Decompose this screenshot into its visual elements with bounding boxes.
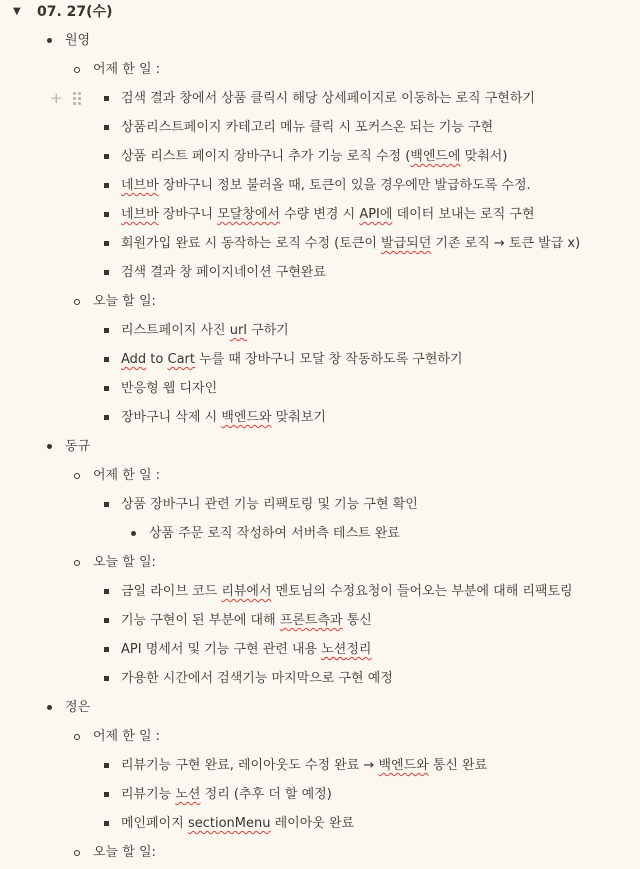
list-item [0, 263, 640, 283]
today-label: 오늘 할 일: [93, 845, 156, 860]
list-item [0, 118, 640, 138]
list-item-text: 상품 장바구니 관련 기능 리팩토링 및 기능 구현 확인 [121, 497, 418, 512]
date-toggle-block [0, 2, 640, 22]
date-heading: 07. 27(수) [37, 4, 113, 20]
list-item [0, 379, 640, 399]
bullet-square-icon [99, 234, 113, 254]
list-item [0, 205, 640, 225]
list-item-text: 네브바 장바구니 정보 불러올 때, 토큰이 있을 경우에만 발급하도록 수정. [121, 178, 531, 193]
list-item [0, 89, 640, 109]
bullet-square-icon [99, 582, 113, 602]
list-item-text: 상품 주문 로직 작성하여 서버측 테스트 완료 [149, 526, 400, 541]
list-item-yesterday-label [0, 466, 640, 486]
list-item-text: 리스트페이지 사진 url 구하기 [121, 323, 289, 338]
today-label: 오늘 할 일: [93, 555, 156, 570]
list-item-text: 기능 구현이 된 부분에 대해 프론트측과 통신 [121, 613, 372, 628]
bullet-circle-icon [70, 466, 84, 486]
list-item [0, 176, 640, 196]
bullet-dot-icon [126, 524, 140, 544]
bullet-circle-icon [70, 292, 84, 312]
bullet-square-icon [99, 321, 113, 341]
list-item [0, 785, 640, 805]
bullet-square-icon [99, 176, 113, 196]
list-item-text: 반응형 웹 디자인 [121, 381, 218, 396]
list-item-text: 검색 결과 창 페이지네이션 구현완료 [121, 265, 326, 280]
list-item-person-wonyoung [0, 31, 640, 51]
list-item-text: API 명세서 및 기능 구현 관련 내용 노션정리 [121, 642, 372, 657]
bullet-square-icon [99, 611, 113, 631]
list-item-text: 금일 라이브 코드 리뷰에서 멘토님의 수정요청이 들어오는 부분에 대해 리팩토링 [121, 584, 573, 599]
list-item-today-label [0, 553, 640, 573]
bullet-square-icon [99, 118, 113, 138]
list-item-text: 리뷰기능 노션 정리 (추후 더 할 예정) [121, 787, 332, 802]
bullet-square-icon [99, 408, 113, 428]
list-item [0, 408, 640, 428]
list-item-text: 리뷰기능 구현 완료, 레이아웃도 수정 완료 → 백엔드와 통신 완료 [121, 758, 488, 773]
list-item-today-label [0, 843, 640, 863]
yesterday-label: 어제 한 일 : [93, 62, 161, 77]
list-item [0, 669, 640, 689]
person-name: 동규 [65, 439, 91, 454]
today-label: 오늘 할 일: [93, 294, 156, 309]
list-item-text: 네브바 장바구니 모달창에서 수량 변경 시 API에 데이터 보내는 로직 구현 [121, 207, 535, 222]
bullet-square-icon [99, 814, 113, 834]
list-item-text: 회원가입 완료 시 동작하는 로직 수정 (토큰이 발급되던 기존 로직 → 토큰 발급 x) [121, 236, 581, 251]
list-item-person-jungeun [0, 698, 640, 718]
list-item [0, 814, 640, 834]
bullet-square-icon [99, 263, 113, 283]
toggle-triangle-icon[interactable]: ▼ [13, 6, 21, 17]
list-item-text: 메인페이지 sectionMenu 레이아웃 완료 [121, 816, 355, 831]
list-item-text: 상품리스트페이지 카테고리 메뉴 클릭 시 포커스온 되는 기능 구현 [121, 120, 494, 135]
bullet-square-icon [99, 147, 113, 167]
bullet-square-icon [99, 785, 113, 805]
list-item [0, 524, 640, 544]
list-item-person-donggyu [0, 437, 640, 457]
bullet-dot-icon [42, 698, 56, 718]
bullet-square-icon [99, 756, 113, 776]
list-item [0, 147, 640, 167]
bullet-circle-icon [70, 553, 84, 573]
list-item [0, 321, 640, 341]
list-item [0, 582, 640, 602]
bullet-dot-icon [42, 437, 56, 457]
list-item [0, 350, 640, 370]
list-item [0, 495, 640, 515]
list-item-text: 가용한 시간에서 검색기능 마지막으로 구현 예정 [121, 671, 393, 686]
drag-handle-icon[interactable] [73, 92, 81, 106]
list-item [0, 611, 640, 631]
list-item-yesterday-label [0, 727, 640, 747]
bullet-circle-icon [70, 727, 84, 747]
list-item [0, 234, 640, 254]
bullet-square-icon [99, 640, 113, 660]
yesterday-label: 어제 한 일 : [93, 468, 161, 483]
list-item-text: 장바구니 삭제 시 백엔드와 맞춰보기 [121, 410, 326, 425]
list-item-yesterday-label [0, 60, 640, 80]
list-item [0, 640, 640, 660]
bullet-square-icon [99, 495, 113, 515]
bullet-circle-icon [70, 60, 84, 80]
bullet-dot-icon [42, 31, 56, 51]
yesterday-label: 어제 한 일 : [93, 729, 161, 744]
bullet-circle-icon [70, 843, 84, 863]
list-item-text: 상품 리스트 페이지 장바구니 추가 기능 로직 수정 (백엔드에 맞춰서) [121, 149, 508, 164]
add-block-icon[interactable]: + [50, 89, 63, 107]
bullet-square-icon [99, 89, 113, 109]
list-item-text: Add to Cart 누를 때 장바구니 모달 창 작동하도록 구현하기 [121, 352, 463, 367]
list-item-today-label [0, 292, 640, 312]
bullet-square-icon [99, 379, 113, 399]
person-name: 정은 [65, 700, 91, 715]
bullet-square-icon [99, 669, 113, 689]
bullet-square-icon [99, 205, 113, 225]
bullet-square-icon [99, 350, 113, 370]
person-name: 원영 [65, 33, 91, 48]
list-item-text: 검색 결과 창에서 상품 클릭시 해당 상세페이지로 이동하는 로직 구현하기 [121, 91, 535, 106]
list-item [0, 756, 640, 776]
